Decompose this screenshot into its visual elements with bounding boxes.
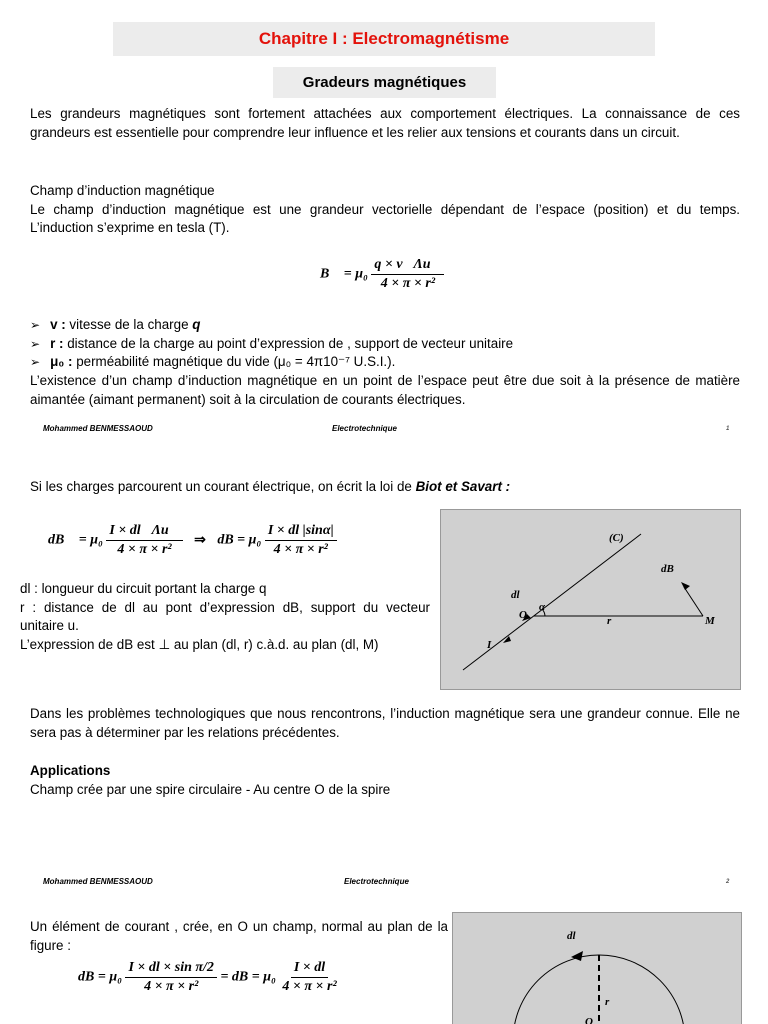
r-label: r: [607, 615, 612, 627]
alpha-label: α: [539, 601, 546, 613]
dl-label: dl⃗: [511, 589, 529, 601]
formula-numerator: q × v⃗Λu⃗: [371, 257, 444, 275]
spire-dl-label: dl⃗: [567, 930, 585, 942]
bullet-v: ➢ v : vitesse de la charge q: [30, 316, 513, 335]
origin-label: O: [519, 609, 527, 621]
variable-list: [30, 316, 513, 372]
db-label: dB⃗: [661, 563, 683, 575]
def-expression: L’expression de dB est ⊥ au plan (dl, r) c.à.d. au plan (dl, M): [20, 636, 379, 652]
spire-o-label: O: [585, 1016, 593, 1024]
applications-text: Champ crée par une spire circulaire - Au centre O de la spire: [30, 781, 391, 797]
biot-savart-figure: [440, 509, 741, 690]
biot-savart-formula: dB⃗ = μ₀ $\frac{I \times dl⃗\Lambda u⃗}{\text{4 × π × r²}}$ ⇒ dB = μ₀ $\frac{I \times dl |\sin\alpha|}{\text{4 × π × r²}}$: [48, 523, 337, 558]
applications-section: [30, 762, 740, 799]
bullet-mu: ➢ μ₀ : perméabilité magnétique du vide (μ₀ = 4π10⁻⁷ U.S.I.).: [30, 353, 513, 372]
definitions: [20, 580, 430, 654]
biot-savart-name: Biot et Savart :: [415, 479, 511, 494]
formula-denominator: 4 × π × r²: [380, 276, 436, 291]
applications-heading: Applications: [30, 763, 111, 778]
spire-formula: dB = μ₀ $\frac{\text{I × dl × sin π/2}}{\text{4 × π × r²}}$ = dB = μ₀ $\frac{I \times dl}{\text{4 × π × r²}}$: [78, 960, 337, 994]
current-element-text: Un élément de courant , crée, en O un champ, normal au plan de la figure :: [30, 919, 448, 953]
footer-author-2: Mohammed BENMESSAOUD: [43, 877, 153, 886]
chapter-title: Chapitre I : Electromagnétisme: [113, 22, 655, 56]
problems-paragraph: Dans les problèmes technologiques que nous rencontrons, l’induction magnétique sera une grandeur connue. Elle ne sera pas à déterminer par les relations précédentes.: [30, 706, 740, 740]
m-label: M: [705, 615, 715, 627]
closing-paragraph: L’existence d’un champ d’induction magnétique en un point de l’espace peut être due soit à la présence de matière aimantée (aimant permanent) soit à la circulation de courants électriques.: [30, 373, 740, 407]
induction-formula: [320, 257, 444, 292]
spire-figure: [452, 912, 742, 1024]
induction-text: Le champ d’induction magnétique est une grandeur vectorielle dépendant de l’espace (position) et du temps. L’induction s’exprime en tesla (T).: [30, 201, 740, 236]
def-r: r : distance de dl au pont d’expression dB, support du vecteur unitaire u.: [20, 599, 430, 634]
induction-section: [30, 182, 740, 238]
section-title: Gradeurs magnétiques: [273, 67, 496, 98]
current-label: I: [487, 639, 492, 651]
footer-page: 1: [726, 426, 730, 432]
formula-lhs: B⃗ = μ₀: [320, 266, 368, 282]
def-dl: dl : longueur du circuit portant la charge q: [20, 581, 267, 596]
spire-r-label: r: [605, 996, 610, 1008]
induction-heading: Champ d’induction magnétique: [30, 183, 215, 198]
footer-author: Mohammed BENMESSAOUD: [43, 424, 153, 433]
footer-course: Electrotechnique: [332, 424, 397, 433]
footer-page-2: 2: [726, 879, 730, 885]
bullet-r: ➢ r : distance de la charge au point d’expression de , support de vecteur unitaire: [30, 335, 513, 354]
biot-intro: Si les charges parcourent un courant électrique, on écrit la loi de Biot et Savart :: [30, 479, 511, 494]
curve-label: (C): [609, 532, 624, 544]
intro-paragraph: Les grandeurs magnétiques sont fortement attachées aux comportement électriques. La connaissance de ces grandeurs est essentielle pour comprendre leur influence et les relier aux tensions et courants dans un circuit.: [30, 106, 740, 140]
implies-arrow: ⇒: [194, 532, 206, 548]
footer-course-2: Electrotechnique: [344, 877, 409, 886]
